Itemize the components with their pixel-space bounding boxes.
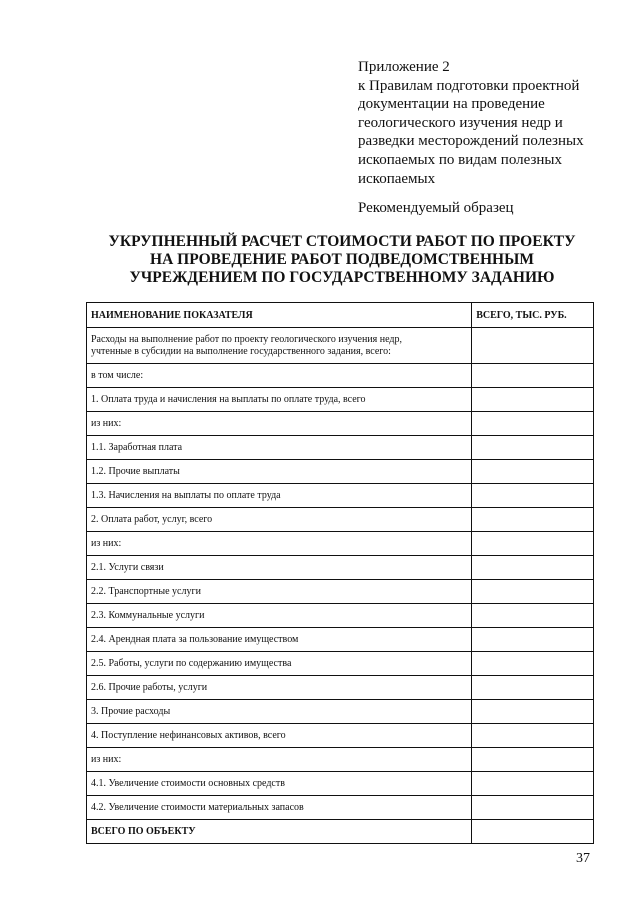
value-cell[interactable] <box>472 556 594 580</box>
value-cell[interactable] <box>472 484 594 508</box>
table-row <box>87 364 594 388</box>
value-cell[interactable] <box>472 328 594 364</box>
indicator-cell: 2.1. Услуги связи <box>87 556 472 580</box>
value-cell[interactable] <box>472 436 594 460</box>
table-row <box>87 628 594 652</box>
value-cell[interactable] <box>472 724 594 748</box>
table-row <box>87 436 594 460</box>
indicator-line: Расходы на выполнение работ по проекту геологического изучения недр, <box>91 333 402 345</box>
indicator-cell: 3. Прочие расходы <box>87 700 472 724</box>
value-cell[interactable] <box>472 628 594 652</box>
indicator-cell: 2.4. Арендная плата за пользование имуществом <box>87 628 472 652</box>
indicator-name-header: НАИМЕНОВАНИЕ ПОКАЗАТЕЛЯ <box>87 303 472 328</box>
table-row <box>87 652 594 676</box>
table-row <box>87 724 594 748</box>
appendix-line: разведки месторождений полезных <box>358 133 584 150</box>
value-cell[interactable] <box>472 652 594 676</box>
appendix-note <box>358 58 618 188</box>
table-row <box>87 412 594 436</box>
table-row <box>87 532 594 556</box>
table-row <box>87 388 594 412</box>
table-row <box>87 556 594 580</box>
value-cell[interactable] <box>472 388 594 412</box>
value-cell[interactable] <box>472 748 594 772</box>
table-row <box>87 700 594 724</box>
table-row <box>87 484 594 508</box>
value-cell[interactable] <box>472 676 594 700</box>
title-line: УЧРЕЖДЕНИЕМ ПО ГОСУДАРСТВЕННОМУ ЗАДАНИЮ <box>129 269 555 286</box>
table-row <box>87 676 594 700</box>
total-thousand-rub-header: ВСЕГО, ТЫС. РУБ. <box>472 303 594 328</box>
value-cell[interactable] <box>472 580 594 604</box>
indicator-cell: 2. Оплата работ, услуг, всего <box>87 508 472 532</box>
value-cell[interactable] <box>472 700 594 724</box>
indicator-cell: 1. Оплата труда и начисления на выплаты по оплате труда, всего <box>87 388 472 412</box>
table-row <box>87 604 594 628</box>
table-row <box>87 580 594 604</box>
indicator-cell: 4. Поступление нефинансовых активов, всего <box>87 724 472 748</box>
indicator-cell: из них: <box>87 532 472 556</box>
value-cell[interactable] <box>472 604 594 628</box>
table-row <box>87 796 594 820</box>
appendix-line: ископаемых по видам полезных <box>358 151 562 168</box>
appendix-line: геологического изучения недр и <box>358 114 563 131</box>
table-row <box>87 748 594 772</box>
indicator-cell: 1.2. Прочие выплаты <box>87 460 472 484</box>
document-title <box>88 233 596 287</box>
value-cell[interactable] <box>472 364 594 388</box>
table-total-row <box>87 820 594 844</box>
appendix-line: ископаемых <box>358 170 436 187</box>
appendix-line: документации на проведение <box>358 96 545 113</box>
indicator-cell: 1.3. Начисления на выплаты по оплате труда <box>87 484 472 508</box>
value-cell[interactable] <box>472 796 594 820</box>
indicator-line: учтенные в субсидии на выполнение государственного задания, всего: <box>91 345 391 357</box>
table-row <box>87 772 594 796</box>
indicator-cell: 4.1. Увеличение стоимости основных средств <box>87 772 472 796</box>
cost-calculation-table <box>86 302 594 844</box>
indicator-cell: 4.2. Увеличение стоимости материальных запасов <box>87 796 472 820</box>
table-row <box>87 508 594 532</box>
title-line: НА ПРОВЕДЕНИЕ РАБОТ ПОДВЕДОМСТВЕННЫМ <box>150 251 534 268</box>
value-cell[interactable] <box>472 532 594 556</box>
appendix-line: к Правилам подготовки проектной <box>358 77 580 94</box>
table-row <box>87 328 594 364</box>
page-number: 37 <box>576 851 590 866</box>
indicator-cell: из них: <box>87 748 472 772</box>
value-cell[interactable] <box>472 412 594 436</box>
indicator-cell: 2.6. Прочие работы, услуги <box>87 676 472 700</box>
indicator-cell <box>87 328 472 364</box>
appendix-line: Приложение 2 <box>358 59 450 75</box>
indicator-cell: 1.1. Заработная плата <box>87 436 472 460</box>
indicator-cell: 2.5. Работы, услуги по содержанию имущества <box>87 652 472 676</box>
indicator-cell: в том числе: <box>87 364 472 388</box>
title-line: УКРУПНЕННЫЙ РАСЧЕТ СТОИМОСТИ РАБОТ ПО ПРОЕКТУ <box>108 233 576 250</box>
total-value-cell[interactable] <box>472 820 594 844</box>
recommended-sample-label: Рекомендуемый образец <box>358 200 514 216</box>
indicator-cell: из них: <box>87 412 472 436</box>
table-row <box>87 460 594 484</box>
value-cell[interactable] <box>472 460 594 484</box>
table-header-row <box>87 303 594 328</box>
indicator-cell: 2.2. Транспортные услуги <box>87 580 472 604</box>
value-cell[interactable] <box>472 508 594 532</box>
total-label-cell: ВСЕГО ПО ОБЪЕКТУ <box>87 820 472 844</box>
indicator-cell: 2.3. Коммунальные услуги <box>87 604 472 628</box>
value-cell[interactable] <box>472 772 594 796</box>
